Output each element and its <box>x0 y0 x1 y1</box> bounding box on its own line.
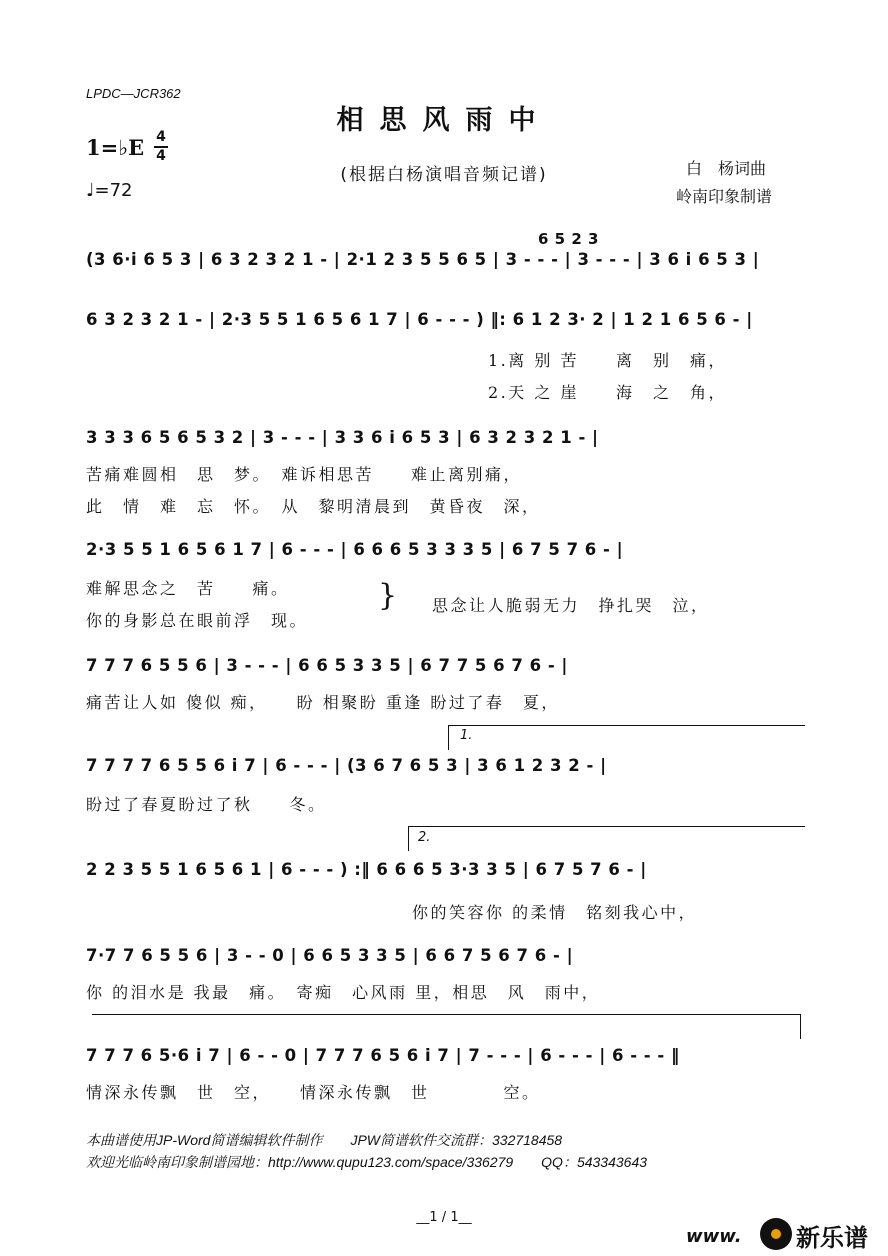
volta-2-label: 2. <box>418 830 431 845</box>
subtitle: (根据白杨演唱音频记谱) <box>340 165 548 185</box>
lyric-line-6: 盼过了春夏盼过了秋 冬。 <box>86 795 327 814</box>
music-line-1: (3 6·i 6 5 3 | 6 3 2 3 2 1 - | 2·1 2 3 5 5 6 5 | 3 - - - | 3 - - - | 3 6 i 6 5 3 | <box>86 250 760 269</box>
tempo-marking: ♩=72 <box>86 180 133 201</box>
music-line-5: 7 7 7 6 5 5 6 | 3 - - - | 6 6 5 3 3 5 | 6 7 7 5 6 7 6 - | <box>86 656 568 675</box>
music-line-9: 7 7 7 6 5·6 i 7 | 6 - - 0 | 7 7 7 6 5 6 i 7 | 7 - - - | 6 - - - | 6 - - - ‖ <box>86 1046 680 1065</box>
author-credit: 白 杨词曲 <box>686 159 767 178</box>
grace-notes: 6 5 2 3 <box>538 230 599 248</box>
lyric-line-3-verse1: 苦痛难圆相 思 梦。 难诉相思苦 难止离别痛， <box>86 465 523 484</box>
key-signature: 1=♭E <box>86 135 145 160</box>
lyric-line-8: 你 的泪水是 我最 痛。 寄痴 心风雨 里，相思 风 雨中， <box>86 983 601 1002</box>
logo-www: www. <box>686 1226 742 1247</box>
song-title: 相思风雨中 <box>336 105 552 136</box>
music-line-3: 3 3 3 6 5 6 5 3 2 | 3 - - - | 3 3 6 i 6 5 3 | 6 3 2 3 2 1 - | <box>86 428 599 447</box>
music-line-7: 2 2 3 5 5 1 6 5 6 1 | 6 - - - ) :‖ 6 6 6 5 3·3 3 5 | 6 7 5 7 6 - | <box>86 860 647 879</box>
lyric-line-4-verse2: 你的身影总在眼前浮 现。 <box>86 611 309 630</box>
lyric-line-7: 你的笑容你 的柔情 铭刻我心中， <box>412 903 698 922</box>
time-signature <box>154 130 168 164</box>
lyric-line-9: 情深永传飘 世 空， 情深永传飘 世 空。 <box>86 1083 541 1102</box>
footer-line-2: 欢迎光临岭南印象制谱园地：http://www.qupu123.com/space/336279 QQ：543343643 <box>86 1154 648 1170</box>
footer-line-1: 本曲谱使用JP-Word简谱编辑软件制作 JPW简谱软件交流群：332718458 <box>86 1132 563 1148</box>
score-code: LPDC—JCR362 <box>86 86 181 101</box>
logo-text: 新乐谱 <box>796 1224 868 1252</box>
meter-top: 4 <box>156 129 166 145</box>
music-line-4: 2·3 5 5 1 6 5 6 1 7 | 6 - - - | 6 6 6 5 3 3 3 5 | 6 7 5 7 6 - | <box>86 540 624 559</box>
volta-1-label: 1. <box>460 728 473 743</box>
music-line-2: 6 3 2 3 2 1 - | 2·3 5 5 1 6 5 6 1 7 | 6 - - - ) ‖: 6 1 2 3· 2 | 1 2 1 6 5 6 - | <box>86 310 753 329</box>
lyric-line-4-verse1: 难解思念之 苦 痛。 <box>86 579 290 598</box>
music-line-6: 7 7 7 7 6 5 5 6 i 7 | 6 - - - | (3 6 7 6 5 3 | 3 6 1 2 3 2 - | <box>86 756 607 775</box>
lyric-line-2-verse1: 1.离 别 苦 离 别 痛， <box>488 351 727 370</box>
lyric-line-2-verse2: 2.天 之 崖 海 之 角， <box>488 383 727 402</box>
music-line-8: 7·7 7 6 5 5 6 | 3 - - 0 | 6 6 5 3 3 5 | 6 6 7 5 6 7 6 - | <box>86 946 574 965</box>
lyric-line-3-verse2: 此 情 难 忘 怀。 从 黎明清晨到 黄昏夜 深， <box>86 497 541 516</box>
page-number: __1 / 1__ <box>416 1210 472 1225</box>
lyric-line-5: 痛苦让人如 傻似 痴， 盼 相聚盼 重逢 盼过了春 夏， <box>86 693 560 712</box>
vinyl-disc-icon <box>760 1218 792 1250</box>
volta-1-bracket <box>448 725 805 750</box>
volta-2-bracket <box>408 826 805 851</box>
meter-bottom: 4 <box>156 148 166 164</box>
lyric-line-4-merged: 思念让人脆弱无力 挣扎哭 泣， <box>432 596 710 615</box>
brace: } <box>378 578 398 613</box>
ending-bracket <box>92 1014 801 1039</box>
engraver-credit: 岭南印象制谱 <box>676 187 773 206</box>
